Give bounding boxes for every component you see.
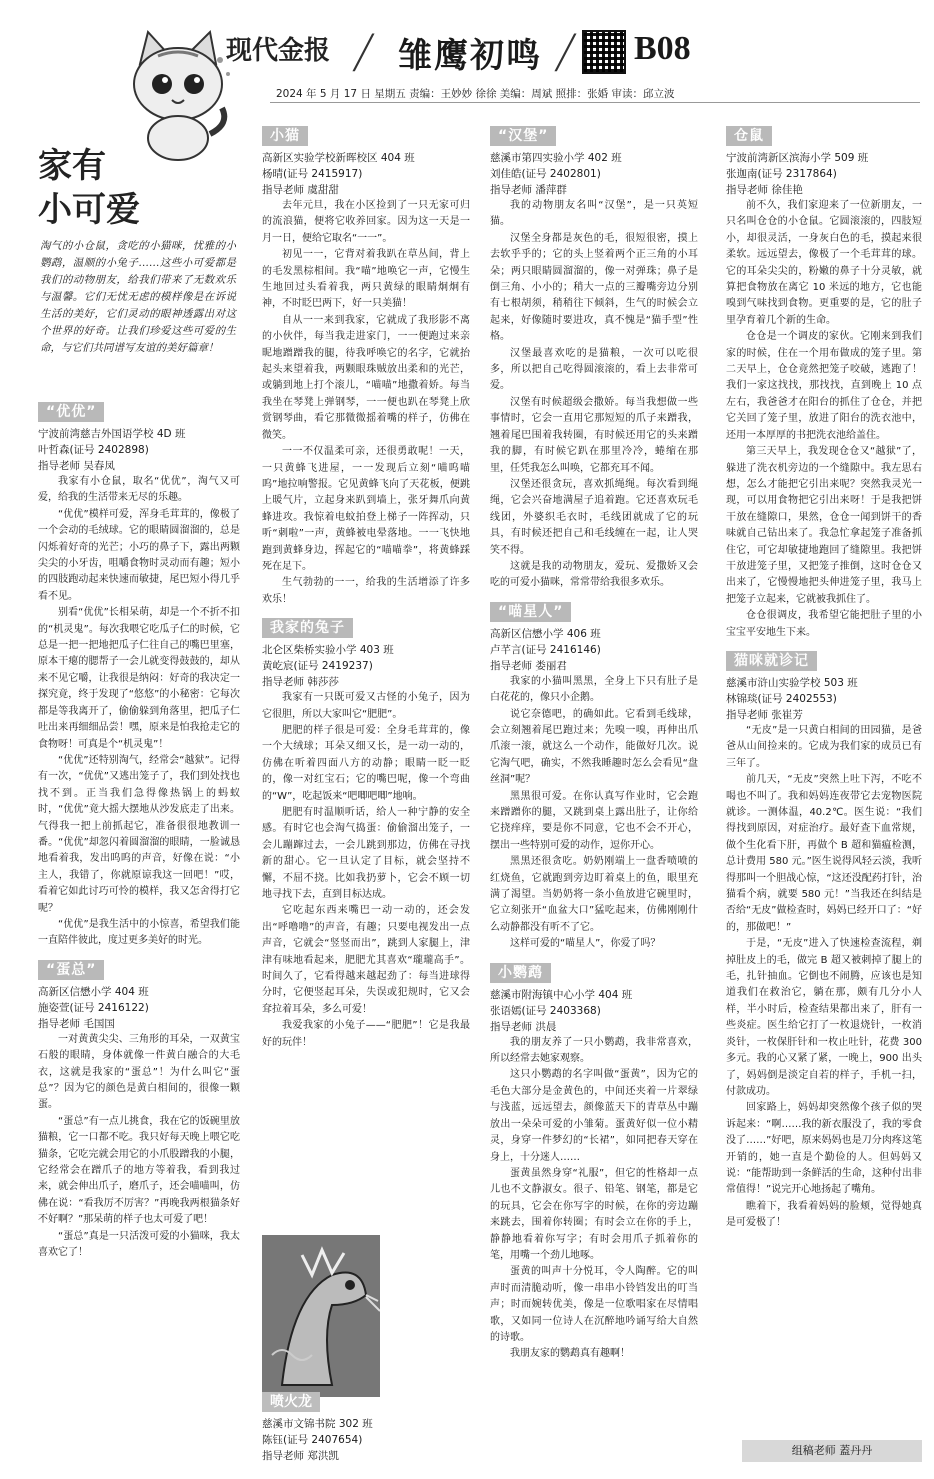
article-school: 宁波前湾新区滨海小学 509 班 bbox=[726, 152, 869, 164]
paragraph: 我爱我家的小兔子——“肥肥”！它是我最好的玩伴！ bbox=[262, 1020, 470, 1048]
dateline: 2024 年 5 月 17 日 星期五 责编：王妙妙 徐徐 美编：周斌 照排：张婚 审读：邱立波 bbox=[276, 88, 675, 100]
article-tuzi bbox=[262, 614, 470, 1051]
page-number: B08 bbox=[634, 30, 691, 67]
cat-mascot-icon bbox=[118, 24, 238, 164]
paragraph: 我家有小仓鼠，取名“优优”，淘气又可爱，给我的生活带来无尽的乐趣。 bbox=[38, 476, 240, 504]
article-tag: 猫咪就诊记 bbox=[726, 651, 817, 671]
article-teacher: 指导老师 徐佳艳 bbox=[726, 184, 803, 196]
feature-title bbox=[38, 145, 140, 233]
paragraph: 我的动物朋友名叫“汉堡”，是一只英短猫。 bbox=[490, 200, 698, 228]
paragraph: 肥肥的样子很是可爱：全身毛茸茸的，像一个大绒球；耳朵又细又长，是一动一动的，仿佛在听着四面八方的动静；眼睛一眨一眨的，像一对红宝石；它的嘴巴呢，像一个弯曲的“W”，吃起饭来“吧唧吧唧”地响。 bbox=[262, 724, 470, 802]
article-author: 叶哲森(证号 2402898) bbox=[38, 444, 149, 456]
dragon-drawing-icon bbox=[262, 1235, 380, 1397]
article-miaoxingren bbox=[490, 598, 698, 953]
article-yingwu bbox=[490, 959, 698, 1363]
paragraph: “无皮”是一只黄白相间的田园猫，是爸爸从山间捡来的。它成为我们家的成员已有三年了。 bbox=[726, 724, 922, 769]
column-1 bbox=[38, 398, 240, 1261]
paragraph: 黑黑很可爱。在你认真写作业时，它会跑来蹭蹭你的腿，又跳到桌上露出肚子，让你给它挠痒痒，要是你不同意，它也不会不开心，摆出一些特别可爱的动作，逗你开心。 bbox=[490, 790, 698, 851]
paragraph: 我的朋友养了一只小鹦鹉，我非常喜欢，所以经常去她家观察。 bbox=[490, 1036, 698, 1065]
article-author: 刘佳皓(证号 2402801) bbox=[490, 168, 601, 180]
paragraph: 黑黑还很贪吃。奶奶刚端上一盘香喷喷的红烧鱼，它就跑到旁边盯着桌上的鱼，眼里充满了渴望。当奶奶将一条小鱼放进它碗里时，它立刻张开“血盆大口”猛吃起来，仿佛刚刚什么动静都没有听不了它。 bbox=[490, 856, 698, 933]
article-tag: “汉堡” bbox=[490, 126, 556, 146]
paragraph: 仓仓很调皮，我希望它能把肚子里的小宝宝平安地生下来。 bbox=[726, 610, 922, 638]
article-author: 陈钰(证号 2407654) bbox=[262, 1434, 363, 1446]
divider: / bbox=[350, 24, 378, 78]
feature-intro: 淘气的小仓鼠，贪吃的小猫咪，忧雅的小鹦鹉，温顺的小兔子……这些小可爱都是我们的动物朋友，给我们带来了无数欢乐与温馨。它们无忧无虑的模样像是在诉说生活的美好，它们灵动的眼神透露出对这个世界的好奇。让我们珍爱这些可爱的生命，与它们共同谱写友谊的美好篇章！ bbox=[40, 240, 236, 354]
column-4 bbox=[726, 122, 922, 1232]
paragraph: 前不久，我们家迎来了一位新朋友，一只名叫仓仓的小仓鼠。它圆滚滚的，四肢短小，却很灵活，一身灰白色的毛，摸起来很柔软。远远望去，像极了一个毛茸茸的球。它的耳朵尖尖的，粉嫩的鼻子十分灵敏，就算把食物放在离它 10 米远的地方，它也能嗅到气味找到食物。更重要的是，它的肚子里孕育着几个新的生命。 bbox=[726, 200, 922, 326]
article-teacher: 指导老师 吴春凤 bbox=[38, 460, 115, 472]
paragraph: 仓仓是一个调皮的家伙。它刚来到我们家的时候，住在一个用布做成的笼子里。第二天早上，仓仓竟然把笼子咬破，逃跑了！我们一家这找找，那找找，直到晚上 10 点左右，我爸爸才在阳台的抓住了仓仓，并把它关回了笼子里，放进了阳台的洗衣池中，还用一本厚厚的书把洗衣池给盖住。 bbox=[726, 331, 922, 441]
article-penhuolong bbox=[262, 1416, 470, 1464]
column-2 bbox=[262, 122, 470, 1051]
article-xiaomao bbox=[262, 122, 470, 608]
article-school: 宁波前湾慈吉外国语学校 4D 班 bbox=[38, 428, 186, 440]
paragraph: “优优”还特别淘气，经常会“越狱”。记得有一次，“优优”又逃出笼子了，我们到处找也找不到。正当我们急得像热锅上的蚂蚁时，“优优”竟大摇大摆地从沙发底走了出来。气得我一把上前抓起它，准备很很地教训一番。“优优”却忽闪着圆溜溜的眼睛，一脸诚恳地看着我，发出呜呜的声音，好像在说：“小主人，我错了，你就原谅我这一回吧！”哎，看着它如此讨巧可怜的模样，我又怎舍得打它呢？ bbox=[38, 754, 240, 914]
article-tag: “喵星人” bbox=[490, 602, 571, 622]
article-school: 高新区信懋小学 406 班 bbox=[490, 627, 601, 640]
paragraph: 汉堡最喜欢吃的是猫粮，一次可以吃很多，所以把自己吃得圆滚滚的，看上去非常可爱。 bbox=[490, 347, 698, 392]
paragraph: 我朋友家的鹦鹉真有趣啊！ bbox=[510, 1348, 630, 1360]
article-tag: 小鹦鹉 bbox=[490, 963, 551, 983]
article-teacher: 指导老师 洪晨 bbox=[490, 1020, 557, 1033]
paragraph: 这就是我的动物朋友，爱玩、爱撒娇又会吃的可爱小猫咪，常常带给我很多欢乐。 bbox=[490, 560, 698, 589]
paragraph: 我家的小猫叫黑黑，全身上下只有肚子是白花花的，像只小企鹅。 bbox=[490, 675, 698, 704]
article-teacher: 指导老师 虞甜甜 bbox=[262, 184, 339, 196]
article-danzong bbox=[38, 956, 240, 1262]
article-tag: “优优” bbox=[38, 402, 104, 422]
article-school: 高新区信懋小学 404 班 bbox=[38, 985, 149, 998]
paragraph: 去年元旦，我在小区捡到了一只无家可归的流浪猫，便将它收养回家。因为这一天是一月一日，便给它取名“一一”。 bbox=[262, 200, 470, 244]
feature-title-line1: 家有 bbox=[38, 148, 106, 185]
article-youyou bbox=[38, 398, 240, 950]
paragraph: 这样可爱的“喵星人”，你爱了吗？ bbox=[510, 938, 661, 950]
paragraph: 汉堡有时候超级会撒娇。每当我想做一些事情时，它会一直用它那短短的爪子来蹭我，翘着尾巴围着我转圈，有时候还用它的头来蹭我的脚，有时候它趴在那里冷冷，蜷缩在那里，任凭我怎么叫唤，它都充耳不闻。 bbox=[490, 396, 698, 474]
article-cangshu bbox=[726, 122, 922, 641]
article-teacher: 指导老师 韩莎莎 bbox=[262, 676, 339, 689]
paragraph: 第三天早上，我发现仓仓又“越狱”了，躲进了洗衣机旁边的一个缝隙中。我左思右想，怎么才能把它引出来呢？突然我灵光一现，可以用食物把它引出来呀！于是我把饼干放在缝隙口，果然，仓仓一闻到饼干的香味就自己钻出来了。我急忙拿起笼子准备抓住它，可它却敏捷地跑回了缝隙里。我把饼干放进笼子里，又把笼子推倒，这时仓仓又出来了，它慢慢地把头伸进笼子里，我马上把笼子立起来，它就被我抓住了。 bbox=[726, 446, 922, 605]
article-school: 慈溪市文锦书院 302 班 bbox=[262, 1418, 373, 1430]
child-drawing-image bbox=[262, 1235, 380, 1397]
paragraph: 汉堡全身都是灰色的毛，很短很密，摸上去软乎乎的；它的头上竖着两个正三角的小耳朵；两只眼睛圆溜溜的，像一对弹珠；鼻子是倒三角、小小的；稍大一点的三瓣嘴旁边分别有七根胡须，稍稍往下倾斜，生气的时候会立起来，好像随时要进攻，真不愧是“猫手型”性格。 bbox=[490, 232, 698, 343]
article-tag: 喷火龙 bbox=[262, 1392, 320, 1412]
article-teacher: 指导老师 潘萍群 bbox=[490, 184, 567, 196]
paragraph: 肥肥有时温顺听话，给人一种宁静的安全感。有时它也会淘气捣蛋：偷偷溜出笼子，一会儿蹦蹿过去，一会儿跳到那边，仿佛在寻找新的甜心。它一旦认定了目标，就会坚持不懈，不屈不挠。比如我扔萝卜，它会不顾一切地寻找下去，直到目标达成。 bbox=[262, 807, 470, 901]
paragraph: 它吃起东西来嘴巴一动一动的，还会发出“呼噜噜”的声音，有趣；只要电视发出一点声音，它就会“竖竖而出”，跳到人家腿上，津津有味地看起来，肥肥尤其喜欢“瓏瓏高手”。时间久了，它看得越来越起劲了：每当进球得分时，它便竖起耳朵，失误或犯规时，它又会耷拉着耳朵，多么可爱！ bbox=[262, 905, 470, 1015]
paragraph: 于是，“无皮”进入了快速检查流程，剃掉肚皮上的毛，做完 B 超又被刺掉了腿上的毛，扎针抽血。它倒也不闹腾，应该也是知道我们在救治它，躺在那，颇有几分小人样，半小时后，检查结果都出来了，肝有一些炎症。医生给它打了一枚退烧针，一枚消炎针，一枚保肝针和一枚止吐针，花费 300 多元。我的心又紧了紧，一晚上，900 出头了，妈妈倒是淡定自若的样子，手机一扫，付款成功。 bbox=[726, 938, 922, 1097]
paragraph: 初见一一，它背对着我趴在草丛间，背上的毛发黑棕相间。我“喵”地唤它一声，它慢生生地回过头看着我，两只黄绿的眼睛炯炯有神，不时眨巴两下，好一只美猫！ bbox=[262, 249, 470, 310]
feature-title-line2: 小可爱 bbox=[38, 192, 140, 229]
paragraph: 蛋黄的叫声十分悦耳，令人陶醉。它的叫声时而清脆动听，像一串串小铃铛发出的叮当声；时而婉转优美，像是一位歌唱家在尽情唱歌，又如同一位诗人在沉醉地吟诵写给大自然的诗歌。 bbox=[490, 1266, 698, 1343]
paragraph: “蛋总”真是一只活泼可爱的小猫咪，我太喜欢它了！ bbox=[38, 1230, 240, 1259]
article-maomi-jiuzhen bbox=[726, 647, 922, 1232]
paragraph: 一对黄黄尖尖、三角形的耳朵，一双黄宝石般的眼睛，身体就像一件黄白融合的大毛衣，这就是我家的“蛋总”！为什么叫它“蛋总”？因为它的颜色是黄白相间的，很像一颗蛋。 bbox=[38, 1033, 240, 1111]
article-teacher: 指导老师 毛国国 bbox=[38, 1017, 115, 1030]
paragraph: 蛋黄虽然身穿“礼服”，但它的性格却一点儿也不文静淑女。很子、铅笔、钢笔，都是它的玩具，它会在你写字的时候，在你的旁边蹦来跳去，围着你转圈；有时会立在你的手上，静静地看着你写字；有时会用爪子抓着你的笔，用嘴一个劲儿地啄。 bbox=[490, 1167, 698, 1261]
paragraph: 我家有一只既可爱又古怪的小兔子，因为它很胆，所以大家叫它“肥肥”。 bbox=[262, 692, 470, 720]
paragraph: 别看“优优”长相呆萌，却是一个不折不扣的“机灵鬼”。每次我喂它吃瓜子仁的时候，它总是一把一把地把瓜子仁往自己的嘴巴里塞，原本干瘪的腮帮子一会儿就变得鼓鼓的，却从来不见它嚼，让我很是纳闷：好奇的我决定一探究竟，终于发现了“悠悠”的小秘密：它每次都是等我离开了，偷偷躲到角落里，把瓜子仁吐出来再细细品尝！嘿，原来是怕我抢走它的食物呀！可真是个“机灵鬼”！ bbox=[38, 607, 240, 750]
article-tag: “蛋总” bbox=[38, 960, 104, 980]
paragraph: 这只小鹦鹉的名字叫做“蛋黄”，因为它的毛色大部分是金黄色的，中间还夹着一片翠绿与浅蓝，远远望去，颜像蓝天下的青草丛中蹦放出一朵朵可爱的小雏菊。蛋黄好似一位小精灵，身穿一件梦幻的“长裙”，如同把春天穿在身上，十分迷人…… bbox=[490, 1069, 698, 1163]
section-title: 雏鹰初鸣 bbox=[398, 36, 542, 76]
article-school: 慈溪市浒山实验学校 503 班 bbox=[726, 676, 858, 689]
divider: / bbox=[552, 24, 580, 78]
article-school: 慈溪市附海镇中心小学 404 班 bbox=[490, 988, 633, 1001]
column-3 bbox=[490, 122, 698, 1363]
article-author: 施姿萱(证号 2416122) bbox=[38, 1001, 149, 1014]
paragraph: 回家路上，妈妈却突然像个孩子似的哭诉起来：“啊……我的新衣服没了，我的零食没了……”好吧，原来妈妈也是刀分肉疼这笔开销的，她一直是个勤俭的人。但妈妈又说：“能帮助到一条鲜活的生命，这种付出非常值得！”说完开心地扬起了嘴角。 bbox=[726, 1102, 922, 1196]
paragraph: 汉堡还很贪玩，喜欢抓绳绳。每次看到绳绳，它会兴奋地满屋子追着跑。它还喜欢玩毛线团，外婆织毛衣时，毛线团就成了它的玩具，有时候还把自己和毛线缠在一起，让人哭笑不得。 bbox=[490, 478, 698, 556]
article-school: 高新区实验学校新晖校区 404 班 bbox=[262, 152, 415, 164]
article-author: 张迦南(证号 2317864) bbox=[726, 168, 837, 180]
article-teacher: 指导老师 张崔芳 bbox=[726, 708, 803, 721]
article-tag: 小猫 bbox=[262, 126, 308, 146]
article-author: 张语嫣(证号 2403368) bbox=[490, 1004, 601, 1017]
article-tag: 我家的兔子 bbox=[262, 618, 353, 638]
paragraph: 生气勃勃的一一，给我的生活增添了许多欢乐！ bbox=[262, 577, 470, 605]
paragraph: “优优”是我生活中的小惊喜，希望我们能一直陪伴彼此，度过更多美好的时光。 bbox=[38, 918, 240, 947]
paragraph: “优优”模样可爱，浑身毛茸茸的，像极了一个会动的毛绒球。它的眼睛圆溜溜的，总是闪烁着好奇的光芒；小巧的鼻子下，露出两颗尖尖的小牙齿，咀嚼食物时灵动而有趣；短小的四肢跑动起来快速而敏捷，尾巴短小得几乎看不见。 bbox=[38, 508, 240, 602]
article-tag: 仓鼠 bbox=[726, 126, 772, 146]
article-author: 林锦琰(证号 2402553) bbox=[726, 692, 837, 705]
paragraph: 一一不仅温柔可亲，还很勇敢呢！一天，一只黄蜂飞进屋，一一发现后立刻“喵呜喵呜”地拉响警报。它见黄蜂飞向了天花板，便跳上暖气片，立起身来趴到墙上，张牙舞爪向黄蜂进攻。我惊着电蚊拍登上梯子一阵挥动，只听“刺啦”一声，黄蜂被电晕落地。一一飞快地跑到黄蜂身边，挥起它的“喵喵拳”，将黄蜂踩死在足下。 bbox=[262, 446, 470, 572]
editor-credit: 组稿老师 蓋丹丹 bbox=[742, 1440, 922, 1462]
paragraph: “蛋总”有一点儿挑食，我在它的饭碗里放猫粮，它一口都不吃。我只好每天晚上喂它吃猫条，它吃完就会用它的小爪股蹭我的小腿，它经常会在蹭爪子的地方等着我，看到我过来，就会伸出爪子，磨爪子，还会喵喵叫，仿佛在说：“看我厉不厉害？”再晚我两根猫条好不好啊？”那呆萌的样子也太可爱了吧！ bbox=[38, 1115, 240, 1226]
article-school: 北仑区柴桥实验小学 403 班 bbox=[262, 644, 394, 657]
newspaper-name: 现代金报 bbox=[226, 36, 331, 66]
article-hanbao bbox=[490, 122, 698, 592]
article-author: 杨晴(证号 2415917) bbox=[262, 168, 363, 180]
paragraph: 前几天，“无皮”突然上吐下泻，不吃不喝也不叫了。我和妈妈连夜带它去宠物医院就诊。一测体温，40.2℃。医生说：“我们得找到原因，对症治疗。最好查下血常规，做个生化看下肝，再做个 B 超和猫瘟检测，总计费用 580 元。”医生说得风轻云淡，我听得那叫一个胆战心惊，“这还没配药打针，治猫看个病，就要 580 元！”当我还在纠结是否给“无皮”做检查时，妈妈已经开口了：“好的，那做吧！” bbox=[726, 774, 922, 933]
masthead bbox=[220, 20, 920, 80]
paragraph: 自从一一来到我家，它就成了我形影不离的小伙伴，每当我走进家门，一一便跑过来亲昵地蹭蹭我的腿，待我呼唤它的名字，它就抬起头来望着我，两颗眼珠贼放出柔和的光芒，或躺到地上打个滚儿，“喵喵”地撒着娇。每当我坐在琴凳上弹钢琴，一一便也趴在琴凳上欣赏钢琴曲，看它那微微摇着嘴的样子，仿佛在微笑。 bbox=[262, 314, 470, 441]
article-teacher: 指导老师 娄丽君 bbox=[490, 659, 567, 672]
article-author: 卢芊言(证号 2416146) bbox=[490, 643, 601, 656]
qr-code-icon[interactable] bbox=[582, 30, 626, 74]
paragraph: 说它奈德吧，的确如此。它看到毛线球，会立刻翘着尾巴跑过来；先嗅一嗅，再伸出爪爪滚一滚，就这么一个动作，能做好几次。说它淘气吧，确实，不然我睡趣时怎么会看见“盘丝洞”呢？ bbox=[490, 708, 698, 786]
article-author: 黄屹宸(证号 2419237) bbox=[262, 660, 373, 673]
article-school: 慈溪市第四实验小学 402 班 bbox=[490, 152, 622, 164]
article-teacher: 指导老师 郑洪凯 bbox=[262, 1450, 339, 1462]
paragraph: 瞧着下，我看着妈妈的脸颊，觉得她真是可爱极了！ bbox=[726, 1200, 922, 1229]
divider bbox=[270, 102, 920, 103]
